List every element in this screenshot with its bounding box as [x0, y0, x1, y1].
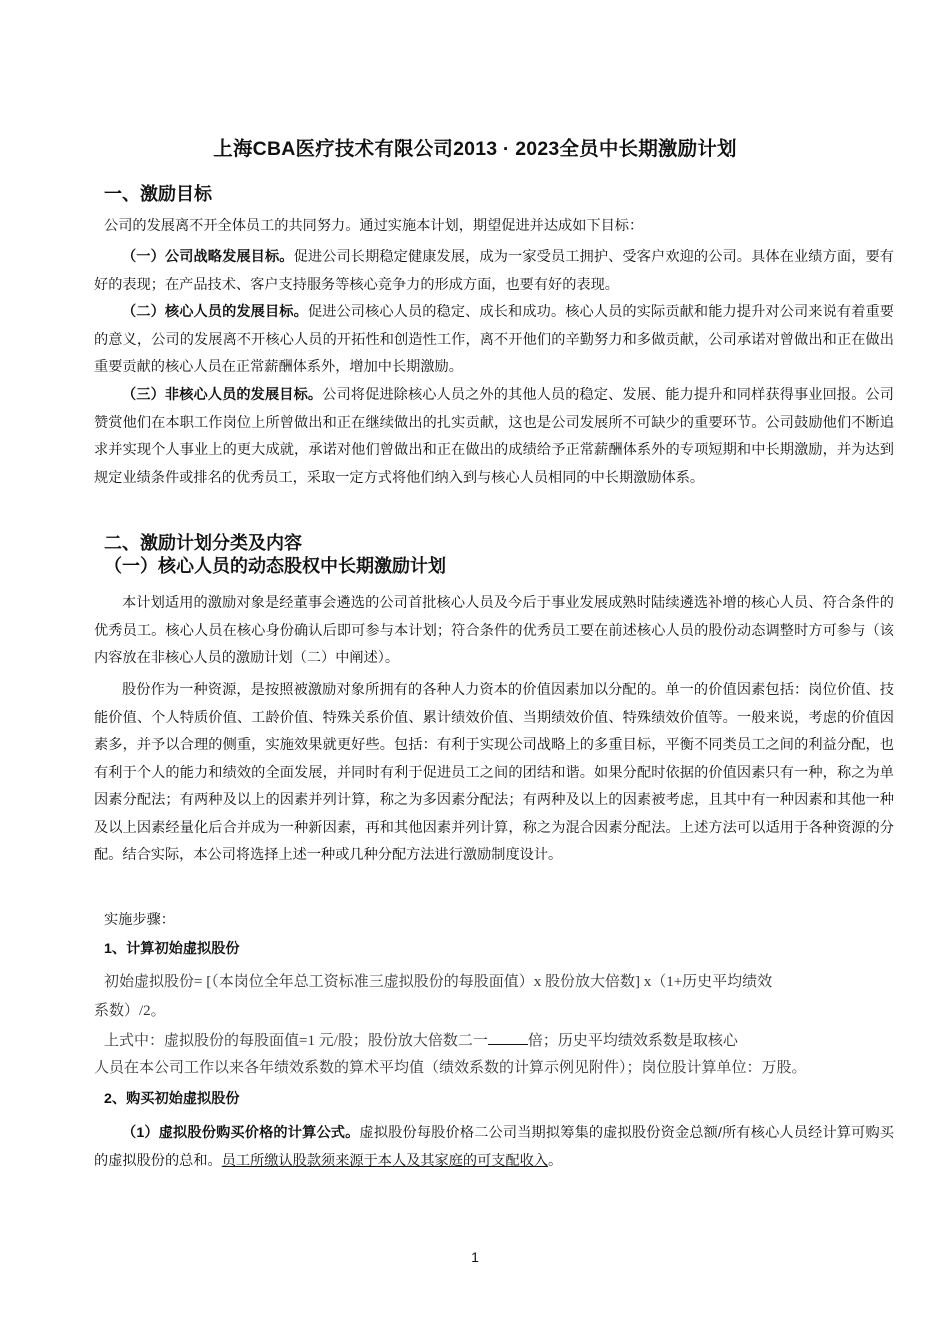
formula-line-2: 系数）/2。 — [94, 1003, 166, 1019]
price-label: （1）虚拟股份购买价格的计算公式。 — [122, 1125, 360, 1141]
goal-3-text: 公司将促进除核心人员之外的其他人员的稳定、发展、能力提升和同样获得事业回报。公司赞赏他们在本职工作岗位上所曾做出和正在继续做出的扎实贡献，这也是公司发展所不可缺少的重要环节。公司鼓励他们不断追求并实现个人事业上的更大成就，承诺对他们曾做出和正在做出的成绩给予正常薪酬体系外的专项短期和中长期激励，并为达到规定业绩条件或排名的优秀员工，采取一定方式将他们纳入到与核心人员相同的中长期激励体系。 — [94, 387, 894, 486]
formula-note-part-b: 倍；历史平均绩效系数是取核心 — [527, 1033, 738, 1049]
goal-1-label: （一）公司战略发展目标。 — [122, 249, 294, 265]
formula-note-part-a: 上式中：虚拟股份的每股面值=1 元/股；股份放大倍数二一 — [104, 1033, 488, 1049]
steps-label: 实施步骤： — [104, 912, 175, 928]
goal-3-paragraph — [94, 382, 894, 492]
section-1-intro: 公司的发展离不开全体员工的共同努力。通过实施本计划，期望促进并达成如下目标： — [104, 218, 644, 234]
page-number: 1 — [471, 1249, 479, 1265]
goal-3-label: （三）非核心人员的发展目标。 — [122, 387, 323, 403]
formula-note-line-2: 人员在本公司工作以来各年绩效系数的算术平均值（绩效系数的计算示例见附件）；岗位股计算单位：万股。 — [94, 1060, 807, 1076]
section-2-subheading: （一）核心人员的动态股权中长期激励计划 — [104, 556, 446, 576]
step-2-heading: 2、购买初始虚拟股份 — [104, 1091, 240, 1107]
price-end: 。 — [548, 1152, 563, 1169]
shares-paragraph: 股份作为一种资源，是按照被激励对象所拥有的各种人力资本的价值因素加以分配的。单一的价值因素包括：岗位价值、技能价值、个人特质价值、工龄价值、特殊关系价值、累计绩效价值、当期绩效价值、特殊绩效价值等。一般来说，考虑的价值因素多，并予以合理的侧重，实施效果就更好些。包括：有利于实现公司战略上的多重目标，平衡不同类员工之间的利益分配，也有利于个人的能力和绩效的全面发展，并同时有利于促进员工之间的团结和谐。如果分配时依据的价值因素只有一种，称之为单因素分配法；有两种及以上的因素并列计算，称之为多因素分配法；有两种及以上的因素被考虑，且其中有一种因素和其他一种及以上因素经量化后合并成为一种新因素，再和其他因素并列计算，称之为混合因素分配法。上述方法可以适用于各种资源的分配。结合实际，本公司将选择上述一种或几种分配方法进行激励制度设计。 — [94, 682, 894, 863]
goal-2-paragraph — [94, 299, 894, 382]
formula-line-1: 初始虚拟股份= [（本岗位全年总工资标准三虚拟股份的每股面值）x 股份放大倍数] x（1+历史平均绩效 — [104, 974, 773, 990]
price-underlined-text: 员工所缴认股款须来源于本人及其家庭的可支配收入 — [221, 1152, 549, 1169]
price-paragraph — [94, 1120, 894, 1175]
formula-note-line-1 — [104, 1029, 738, 1050]
section-2-heading: 二、激励计划分类及内容 — [104, 533, 302, 553]
goal-1-text: 促进公司长期稳定健康发展，成为一家受员工拥护、受客户欢迎的公司。具体在业绩方面，要有好的表现；在产品技术、客户支持服务等核心竞争力的形成方面，也要有好的表现。 — [94, 249, 894, 293]
document-title: 上海CBA医疗技术有限公司2013 · 2023全员中长期激励计划 — [213, 138, 737, 160]
goal-2-label: （二）核心人员的发展目标。 — [122, 304, 308, 320]
blank-field — [488, 1030, 528, 1045]
goal-1-paragraph — [94, 244, 894, 299]
price-text: 虚拟股份每股价格二公司当期拟筹集的虚拟股份资金总额/所有核心人员经计算可购买的虚拟股份的总和。 — [94, 1125, 894, 1169]
step-1-heading: 1、计算初始虚拟股份 — [104, 941, 240, 957]
goal-2-text: 促进公司核心人员的稳定、成长和成功。核心人员的实际贡献和能力提升对公司来说有着重要的意义，公司的发展离不开核心人员的开拓性和创造性工作，离不开他们的辛勤努力和多做贡献，公司承诺对曾做出和正在做出重要贡献的核心人员在正常薪酬体系外，增加中长期激励。 — [94, 304, 894, 375]
section-1-heading: 一、激励目标 — [104, 184, 212, 204]
scope-paragraph: 本计划适用的激励对象是经董事会遴选的公司首批核心人员及今后于事业发展成熟时陆续遴选补增的核心人员、符合条件的优秀员工。核心人员在核心身份确认后即可参与本计划；符合条件的优秀员工要在前述核心人员的股份动态调整时方可参与（该内容放在非核心人员的激励计划（二）中阐述）。 — [94, 595, 894, 666]
